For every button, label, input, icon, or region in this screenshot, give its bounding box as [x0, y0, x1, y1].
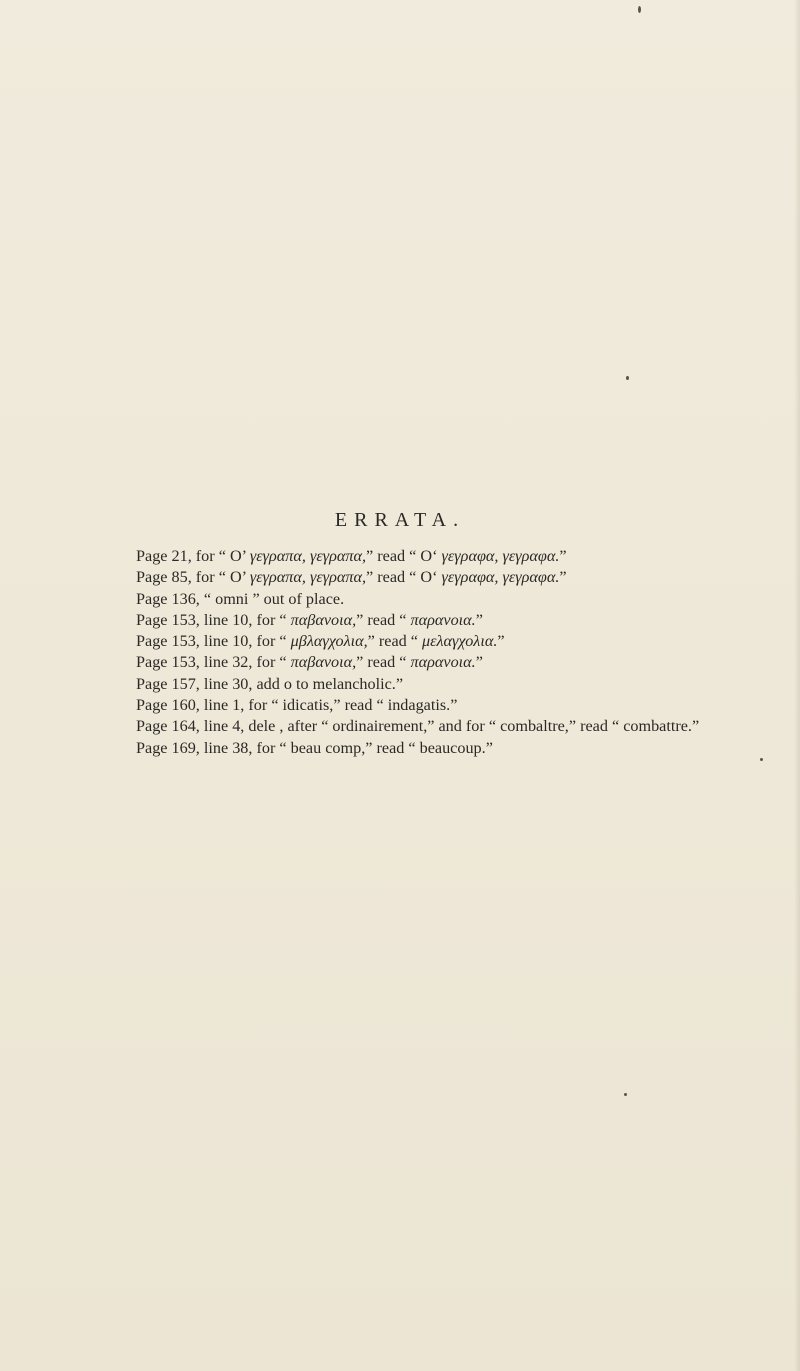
entry-text: Page 153, line 10, for “: [136, 632, 291, 651]
errata-entry: [136, 610, 796, 631]
errata-entry: [136, 589, 796, 610]
errata-entry: [136, 652, 796, 673]
greek-text: παρανοια.: [410, 653, 476, 672]
entry-text: Page 160, line 1, for “ idicatis,” read “ indagatis.”: [136, 696, 458, 715]
greek-text: μβλαγχολια,: [290, 632, 368, 651]
entry-text: ”: [475, 610, 483, 629]
entry-text: Page 157, line 30, add o to melancholic.”: [136, 674, 404, 693]
entry-text: Page 85, for “ O’: [136, 568, 250, 587]
entry-text: ” read “ O‘: [366, 568, 442, 587]
errata-list: [136, 546, 796, 759]
errata-entry: [136, 738, 796, 759]
greek-text: γεγραπα, γεγραπα,: [249, 547, 367, 565]
entry-text: ” read “ O‘: [366, 547, 442, 565]
paper-speck: [638, 6, 641, 13]
errata-entry: [136, 695, 796, 716]
entry-text: ”: [559, 568, 567, 587]
errata-heading: ERRATA.: [334, 509, 466, 531]
entry-text: Page 169, line 38, for “ beau comp,” read “ beaucoup.”: [136, 738, 493, 757]
greek-text: μελαγχολια.: [422, 632, 498, 651]
entry-text: Page 21, for “ O’: [136, 547, 250, 565]
entry-text: Page 153, line 10, for “: [136, 610, 291, 629]
greek-text: παβανοια,: [290, 653, 357, 672]
errata-entry: [136, 716, 796, 737]
greek-text: παβανοια,: [290, 610, 357, 629]
entry-text: Page 153, line 32, for “: [136, 653, 291, 672]
paper-speck: [624, 1093, 627, 1096]
errata-entry: [136, 674, 796, 695]
entry-text: ”: [559, 547, 567, 565]
entry-text: ”: [475, 653, 483, 672]
errata-entry: [136, 567, 796, 588]
greek-text: παρανοια.: [410, 610, 476, 629]
errata-entry: [136, 546, 796, 567]
paper-speck: [626, 376, 629, 380]
entry-text: Page 136, “ omni ” out of place.: [136, 589, 345, 608]
entry-text: Page 164, line 4, dele , after “ ordinairement,” and for “ combaltre,” read “ combattre.”: [136, 717, 700, 736]
greek-text: γεγραφα, γεγραφα.: [441, 547, 560, 565]
greek-text: γεγραφα, γεγραφα.: [441, 568, 560, 587]
entry-text: ” read “: [367, 632, 423, 651]
greek-text: γεγραπα, γεγραπα,: [249, 568, 367, 587]
entry-text: ”: [497, 632, 505, 651]
errata-entry: [136, 631, 796, 652]
entry-text: ” read “: [356, 653, 411, 672]
entry-text: ” read “: [356, 610, 411, 629]
